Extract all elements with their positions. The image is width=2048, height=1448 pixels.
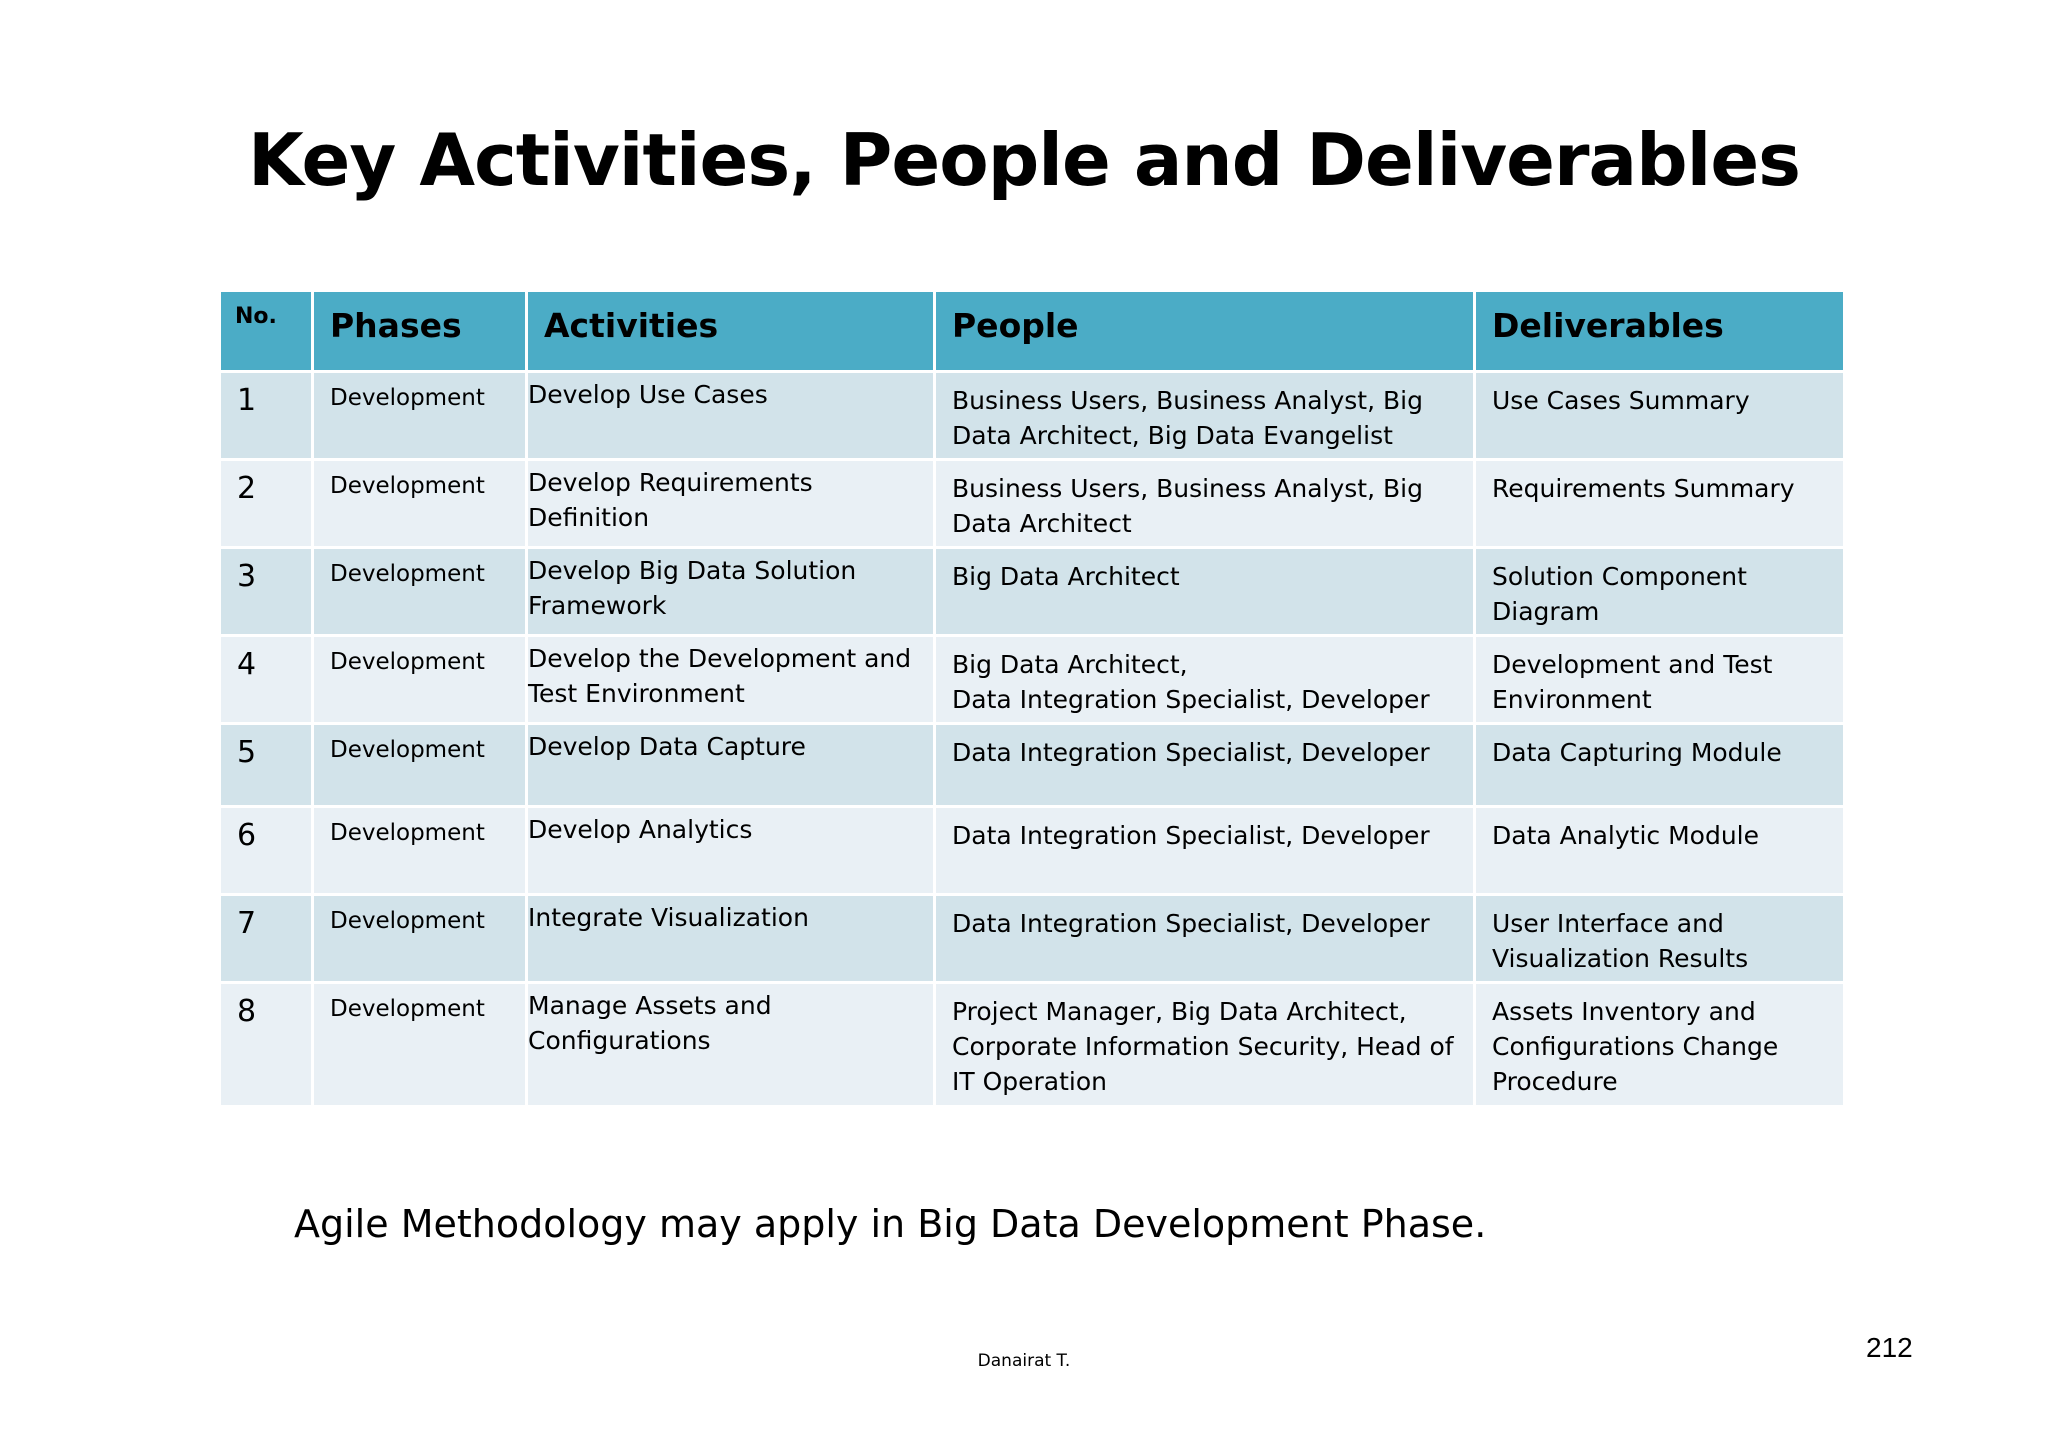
cell-activity: Develop Use Cases	[527, 372, 935, 460]
cell-no: 1	[220, 372, 313, 460]
cell-phase: Development	[313, 983, 527, 1107]
cell-phase: Development	[313, 636, 527, 724]
cell-phase: Development	[313, 460, 527, 548]
cell-deliverable: Assets Inventory and Configurations Change Procedure	[1475, 983, 1845, 1107]
cell-activity: Develop Requirements Definition	[527, 460, 935, 548]
cell-people: Data Integration Specialist, Developer	[935, 724, 1475, 807]
header-phases: Phases	[313, 291, 527, 372]
cell-phase: Development	[313, 807, 527, 895]
cell-people: Business Users, Business Analyst, Big Data Architect	[935, 460, 1475, 548]
table-row	[220, 460, 1845, 548]
cell-deliverable: Requirements Summary	[1475, 460, 1845, 548]
cell-activity: Develop Big Data Solution Framework	[527, 548, 935, 636]
cell-no: 4	[220, 636, 313, 724]
cell-deliverable: Development and Test Environment	[1475, 636, 1845, 724]
cell-phase: Development	[313, 372, 527, 460]
header-activities: Activities	[527, 291, 935, 372]
cell-activity: Develop the Development and Test Environment	[527, 636, 935, 724]
table-row	[220, 807, 1845, 895]
header-people: People	[935, 291, 1475, 372]
cell-deliverable: Data Capturing Module	[1475, 724, 1845, 807]
cell-activity: Develop Data Capture	[527, 724, 935, 807]
table-header-row	[220, 291, 1845, 372]
cell-people: Data Integration Specialist, Developer	[935, 807, 1475, 895]
cell-no: 8	[220, 983, 313, 1107]
cell-people: Big Data Architect, Data Integration Specialist, Developer	[935, 636, 1475, 724]
header-deliverables: Deliverables	[1475, 291, 1845, 372]
cell-activity: Integrate Visualization	[527, 895, 935, 983]
cell-no: 2	[220, 460, 313, 548]
header-no: No.	[220, 291, 313, 372]
slide-title: Key Activities, People and Deliverables	[247, 118, 1801, 202]
table-body	[220, 372, 1845, 1107]
methodology-note: Agile Methodology may apply in Big Data Development Phase.	[294, 1202, 1487, 1246]
table-row	[220, 724, 1845, 807]
cell-phase: Development	[313, 548, 527, 636]
cell-deliverable: Data Analytic Module	[1475, 807, 1845, 895]
table-row	[220, 983, 1845, 1107]
cell-no: 6	[220, 807, 313, 895]
cell-people: Data Integration Specialist, Developer	[935, 895, 1475, 983]
table-row	[220, 895, 1845, 983]
cell-no: 3	[220, 548, 313, 636]
cell-phase: Development	[313, 895, 527, 983]
cell-phase: Development	[313, 724, 527, 807]
table-row	[220, 548, 1845, 636]
cell-no: 5	[220, 724, 313, 807]
table-row	[220, 636, 1845, 724]
author-footer: Danairat T.	[977, 1351, 1071, 1371]
cell-activity: Develop Analytics	[527, 807, 935, 895]
cell-people: Project Manager, Big Data Architect, Corporate Information Security, Head of IT Operation	[935, 983, 1475, 1107]
cell-activity: Manage Assets and Configurations	[527, 983, 935, 1107]
table-row	[220, 372, 1845, 460]
cell-deliverable: User Interface and Visualization Results	[1475, 895, 1845, 983]
page-number: 212	[1866, 1332, 1913, 1363]
cell-people: Big Data Architect	[935, 548, 1475, 636]
cell-deliverable: Solution Component Diagram	[1475, 548, 1845, 636]
cell-no: 7	[220, 895, 313, 983]
cell-deliverable: Use Cases Summary	[1475, 372, 1845, 460]
cell-people: Business Users, Business Analyst, Big Data Architect, Big Data Evangelist	[935, 372, 1475, 460]
activities-table	[218, 289, 1846, 1108]
